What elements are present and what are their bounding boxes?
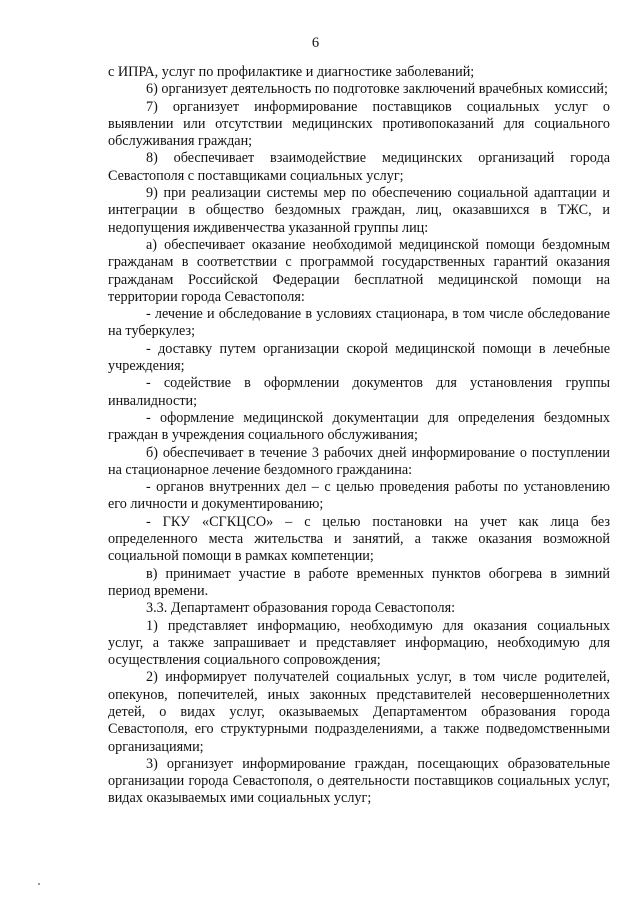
paragraph: в) принимает участие в работе временных пунктов обогрева в зимний период времени. (108, 565, 610, 599)
list-item: - содействие в оформлении документов для установления группы инвалидности; (108, 375, 610, 409)
list-item: - доставку путем организации скорой медицинской помощи в лечебные учреждения; (108, 340, 610, 375)
paragraph: 7) организует информирование поставщиков социальных услуг о выявлении или отсутствии медицинских противопоказаний для социального обслуживания граждан; (108, 98, 610, 150)
document-body (108, 64, 610, 808)
list-item: - органов внутренних дел – с целью проведения работы по установлению его личности и документированию; (108, 479, 610, 513)
paragraph: 8) обеспечивает взаимодействие медицинских организаций города Севастополя с поставщиками социальных услуг; (108, 150, 610, 184)
list-item: - ГКУ «СГКЦСО» – с целью постановки на учет как лица без определенного места жительства и занятий, а также оказания возможной социальной помощи в рамках компетенции; (108, 513, 610, 565)
page-number: 6 (311, 35, 320, 51)
paragraph: 9) при реализации системы мер по обеспечению социальной адаптации и интеграции в общество бездомных граждан, лиц, оказавшихся в ТЖС, и недопущения иждивенчества указанной группы лиц: (108, 185, 610, 236)
list-item: - лечение и обследование в условиях стационара, в том числе обследование на туберкулез; (108, 306, 610, 340)
section-heading: 3.3. Департамент образования города Севастополя: (146, 600, 456, 617)
paragraph: 6) организует деятельность по подготовке заключений врачебных комиссий; (146, 81, 608, 98)
list-item: - оформление медицинской документации для определения бездомных граждан в учреждения социального обслуживания; (108, 409, 610, 444)
paragraph: 2) информирует получателей социальных услуг, в том числе родителей, опекунов, попечителей, иных законных представителей несовершеннолетних детей, о видах услуг, оказываемых Департаментом образования города Севастополя, его структурными подразделениями, а также подведомственными организациями; (108, 669, 610, 755)
paragraph: а) обеспечивает оказание необходимой медицинской помощи бездомным гражданам в соответствии с программой государственных гарантий оказания гражданам Российской Федерации бесплатной медицинской помощи на территории города Севастополя: (108, 236, 610, 305)
paragraph: 1) представляет информацию, необходимую для оказания социальных услуг, а также запрашивает и представляет информацию, необходимую для осуществления социального сопровождения; (108, 617, 610, 669)
scan-artifact-dot (38, 883, 40, 885)
paragraph: 3) организует информирование граждан, посещающих образовательные организации города Севастополя, о деятельности поставщиков социальных услуг, видах оказываемых ими социальных услуг; (108, 755, 610, 807)
paragraph: б) обеспечивает в течение 3 рабочих дней информирование о поступлении на стационарное лечение бездомного гражданина: (108, 444, 610, 478)
paragraph: с ИПРА, услуг по профилактике и диагностике заболеваний; (108, 64, 475, 80)
